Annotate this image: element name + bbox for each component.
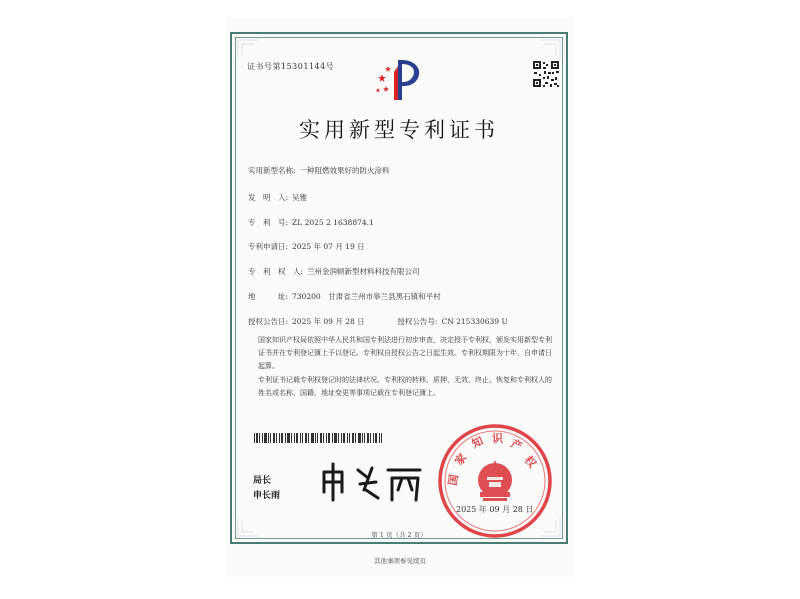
field-patent-number xyxy=(248,217,374,228)
svg-text:产: 产 xyxy=(508,436,525,454)
seal-date: 2025 年 09 月 28 日 xyxy=(456,505,534,514)
field-label: 发 明 人: xyxy=(248,193,289,202)
field-address xyxy=(248,291,441,302)
footer-note: 其他事项参见续页 xyxy=(374,557,426,565)
certificate-title: 实用新型专利证书 xyxy=(299,118,499,142)
cnipa-logo-icon xyxy=(372,56,432,104)
field-label: 实用新型名称: xyxy=(248,166,296,175)
svg-text:家: 家 xyxy=(452,451,470,468)
field-application-date xyxy=(248,241,365,252)
field-utility-model-name xyxy=(248,165,390,176)
field-value: 兰州金润顿新型材料科技有限公司 xyxy=(307,267,420,276)
page-indicator: 第 1 页（共 2 页） xyxy=(371,531,427,539)
field-value: 吴雅 xyxy=(292,193,308,202)
field-value-publication: CN 215330639 U xyxy=(441,317,508,326)
field-label: 专 利 权 人: xyxy=(248,267,304,276)
field-value: 2025 年 09 月 28 日 xyxy=(292,317,365,326)
field-value: 2025 年 07 月 19 日 xyxy=(292,242,365,251)
field-value: ZL 2025 2 1638874.1 xyxy=(292,218,374,227)
director-name: 申长雨 xyxy=(253,491,281,501)
certificate-paragraph-1: 国家知识产权局依照中华人民共和国专利法进行初步审查，决定授予专利权，颁发实用新型专利证书并在专利登记簿上予以登记。专利权自授权公告之日起生效。专利权期限为十年，自申请日起算。 xyxy=(258,336,552,370)
field-label: 地 址: xyxy=(248,292,289,301)
svg-text:权: 权 xyxy=(521,453,539,471)
field-label: 授权公告日: xyxy=(248,317,289,326)
field-label-publication: 授权公告号: xyxy=(397,317,438,326)
director-title: 局长 xyxy=(253,476,272,486)
field-grant-date xyxy=(248,316,508,327)
svg-text:识: 识 xyxy=(492,432,503,445)
field-inventor xyxy=(248,192,307,203)
director-signature xyxy=(318,460,428,504)
certificate-number: 证书号第15301144号 xyxy=(247,62,335,71)
svg-text:知: 知 xyxy=(469,434,486,451)
svg-text:国: 国 xyxy=(446,473,461,487)
field-patentee xyxy=(248,266,420,277)
field-value: 一种阻燃效果好的防火涂料 xyxy=(299,166,390,175)
official-seal xyxy=(436,422,554,540)
certificate-paragraph-2: 专利证书记载专利权登记时的法律状况。专利权的转移、质押、无效、终止、恢复和专利权人的姓名或名称、国籍、地址变更等事项记载在专利登记簿上。 xyxy=(258,376,552,397)
barcode-icon xyxy=(254,433,382,443)
field-value: 730200 甘肃省兰州市皋兰县黑石镇和平村 xyxy=(292,292,441,301)
field-label: 专 利 号: xyxy=(248,218,289,227)
field-label: 专利申请日: xyxy=(248,242,289,251)
qr-code-icon xyxy=(532,60,560,88)
